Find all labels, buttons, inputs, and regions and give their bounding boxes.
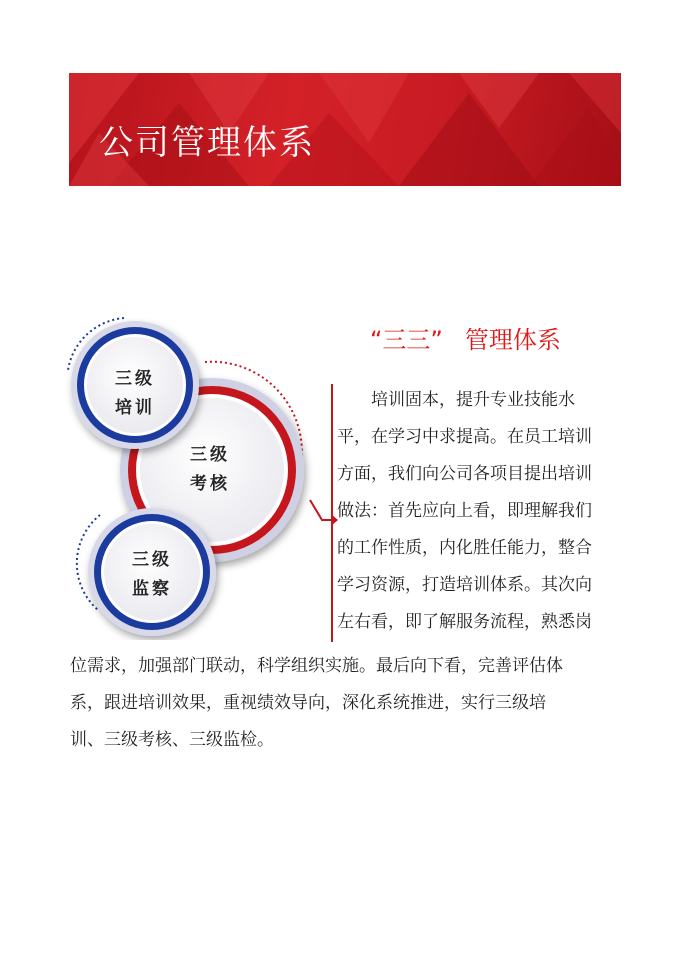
vertical-divider <box>331 384 333 642</box>
heading-quoted: “三三” <box>370 326 443 354</box>
heading-rest: 管理体系 <box>464 326 561 354</box>
label-supervision: 三级 监察 <box>132 550 172 599</box>
body-paragraph-wide <box>70 648 630 759</box>
text-line: 位需求，加强部门联动，科学组织实施。最后向下看，完善评估体 <box>70 656 563 676</box>
text-line: 系，跟进培训效果，重视绩效导向，深化系统推进，实行三级培 <box>70 693 546 713</box>
three-level-diagram <box>60 310 360 640</box>
text-line: 平，在学习中求提高。在员工培训 <box>337 427 592 447</box>
section-heading <box>370 320 561 355</box>
text-line: 做法：首先应向上看，即理解我们 <box>337 501 592 521</box>
page-title: 公司管理体系 <box>99 123 315 163</box>
text-line: 培训固本，提升专业技能水 <box>371 390 575 410</box>
text-line: 的工作性质，内化胜任能力，整合 <box>337 538 592 558</box>
body-paragraph-narrow <box>337 382 627 641</box>
text-line: 学习资源，打造培训体系。其次向 <box>337 575 592 595</box>
label-training: 三级 培训 <box>115 369 155 418</box>
text-line: 方面，我们向公司各项目提出培训 <box>337 464 592 484</box>
label-assessment: 三级 考核 <box>190 445 230 494</box>
header-banner <box>69 73 621 186</box>
connector-line <box>310 500 331 520</box>
text-line: 左右看，即了解服务流程，熟悉岗 <box>337 612 592 632</box>
text-line: 训、三级考核、三级监检。 <box>70 730 274 750</box>
